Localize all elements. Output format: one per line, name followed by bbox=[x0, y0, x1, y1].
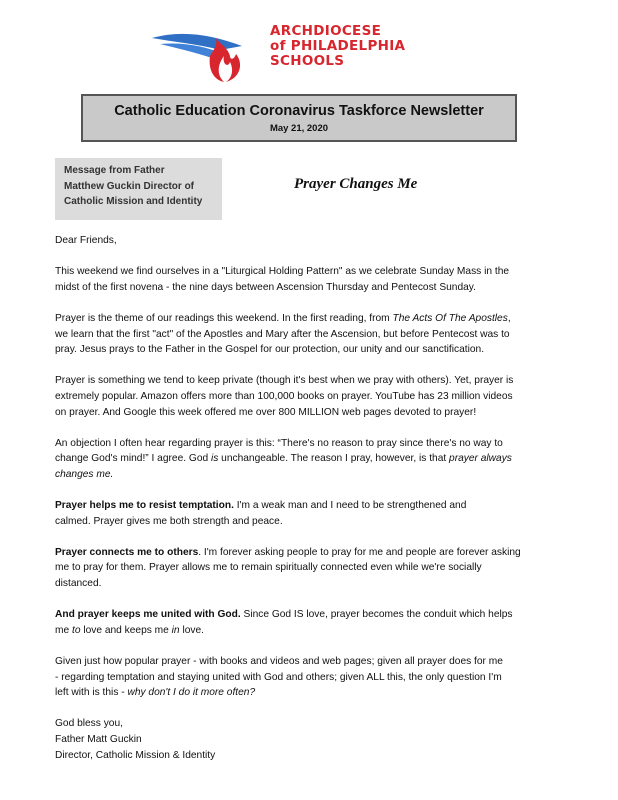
text-run: I'm a weak man and I need to be strengthened and bbox=[233, 500, 467, 512]
paragraph-line: Prayer is something we tend to keep private (though it's best when we pray with others). Yet, prayer is bbox=[55, 375, 514, 387]
logo-line-2: of PHILADELPHIA bbox=[270, 38, 406, 54]
paragraph-1 bbox=[55, 264, 575, 295]
author-box bbox=[55, 158, 222, 220]
closing-line: Director, Catholic Mission & Identity bbox=[55, 749, 216, 761]
archdiocese-logo bbox=[150, 16, 470, 86]
emphasis: to bbox=[71, 624, 81, 636]
newsletter-title: Catholic Education Coronavirus Taskforce Newsletter bbox=[114, 103, 484, 119]
paragraph-line: Given just how popular prayer - with books and videos and web pages; given all prayer does for me bbox=[55, 656, 503, 668]
article-body bbox=[55, 233, 575, 779]
logo-wordmark bbox=[270, 24, 405, 69]
paragraph-2 bbox=[55, 311, 575, 358]
paragraph-line bbox=[55, 623, 575, 639]
author-line-2: Matthew Guckin Director of bbox=[64, 180, 195, 192]
text-run: love and keeps me bbox=[80, 624, 172, 636]
paragraph-line: changes me. bbox=[55, 468, 114, 480]
closing-line: God bless you, bbox=[55, 718, 123, 730]
closing bbox=[55, 716, 575, 763]
article-title: Prayer Changes Me bbox=[294, 176, 418, 192]
paragraph-line: distanced. bbox=[55, 578, 102, 590]
logo-line-1: ARCHDIOCESE bbox=[270, 23, 382, 39]
paragraph-line: we learn that the first "act" of the Apostles and Mary after the Ascension, but before Pentecost was to bbox=[55, 328, 510, 340]
emphasis: prayer always bbox=[449, 453, 512, 465]
paragraph-line: on prayer. And Google this week offered me over 800 MILLION web pages devoted to prayer! bbox=[55, 406, 477, 418]
emphasis: is bbox=[210, 453, 219, 465]
emphasis: in bbox=[171, 624, 180, 636]
author-line-3: Catholic Mission and Identity bbox=[64, 196, 203, 207]
paragraph-line bbox=[55, 451, 575, 467]
bold-lead: And prayer keeps me united with God. bbox=[55, 609, 241, 621]
book-title: The Acts Of The Apostles bbox=[392, 312, 508, 324]
newsletter-banner bbox=[81, 94, 517, 142]
paragraph-7 bbox=[55, 607, 575, 638]
paragraph-line bbox=[55, 607, 575, 623]
text-run: me bbox=[55, 624, 72, 636]
greeting: Dear Friends, bbox=[55, 235, 117, 246]
emphasis: why don't I do it more often? bbox=[127, 687, 256, 699]
author-line-1: Message from Father bbox=[64, 165, 165, 176]
paragraph-line: extremely popular. Amazon offers more than 100,000 books on prayer. YouTube has 23 million videos bbox=[55, 390, 513, 402]
newsletter-date: May 21, 2020 bbox=[269, 123, 329, 134]
paragraph-5 bbox=[55, 498, 575, 529]
paragraph-line: calmed. Prayer gives me both strength and peace. bbox=[55, 515, 283, 527]
text-run: unchangeable. The reason I pray, however, is that bbox=[218, 453, 450, 465]
text-run: change God's mind!” I agree. God bbox=[55, 453, 211, 465]
paragraph-line: - regarding temptation and staying united with God and others; given ALL this, the only question I'm bbox=[55, 671, 502, 683]
bold-lead: Prayer connects me to others bbox=[55, 546, 199, 558]
paragraph-8 bbox=[55, 654, 575, 701]
paragraph-line: pray. Jesus prays to the Father in the Gospel for our protection, our unity and our sanctification. bbox=[55, 344, 485, 356]
text-run: , bbox=[507, 312, 511, 324]
paragraph-line: me to pray for them. Prayer allows me to remain spiritually connected even while we're socially bbox=[55, 562, 482, 574]
paragraph-6 bbox=[55, 545, 575, 592]
bold-lead: Prayer helps me to resist temptation. bbox=[55, 500, 234, 512]
paragraph-line bbox=[55, 685, 575, 701]
paragraph-line bbox=[55, 311, 575, 327]
closing-line: Father Matt Guckin bbox=[55, 734, 142, 745]
logo-line-3: SCHOOLS bbox=[270, 53, 345, 69]
paragraph-line: An objection I often hear regarding prayer is this: “There's no reason to pray since there's no way to bbox=[55, 437, 503, 449]
paragraph-line bbox=[55, 545, 575, 561]
paragraph-line bbox=[55, 498, 575, 514]
text-run: love. bbox=[179, 624, 204, 636]
paragraph-line: This weekend we find ourselves in a "Liturgical Holding Pattern" as we celebrate Sunday Mass in the bbox=[55, 266, 510, 278]
paragraph-line: midst of the first novena - the nine days between Ascension Thursday and Pentecost Sunday. bbox=[55, 281, 476, 293]
paragraph-3 bbox=[55, 373, 575, 420]
paragraph-4 bbox=[55, 436, 575, 483]
text-run: Since God IS love, prayer becomes the conduit which helps bbox=[240, 609, 513, 621]
text-run: left with is this - bbox=[55, 687, 128, 699]
text-run: . I'm forever asking people to pray for me and people are forever asking bbox=[198, 546, 521, 558]
text-run: Prayer is the theme of our readings this weekend. In the first reading, from bbox=[55, 312, 393, 324]
dove-flame-logo-icon bbox=[150, 16, 270, 86]
